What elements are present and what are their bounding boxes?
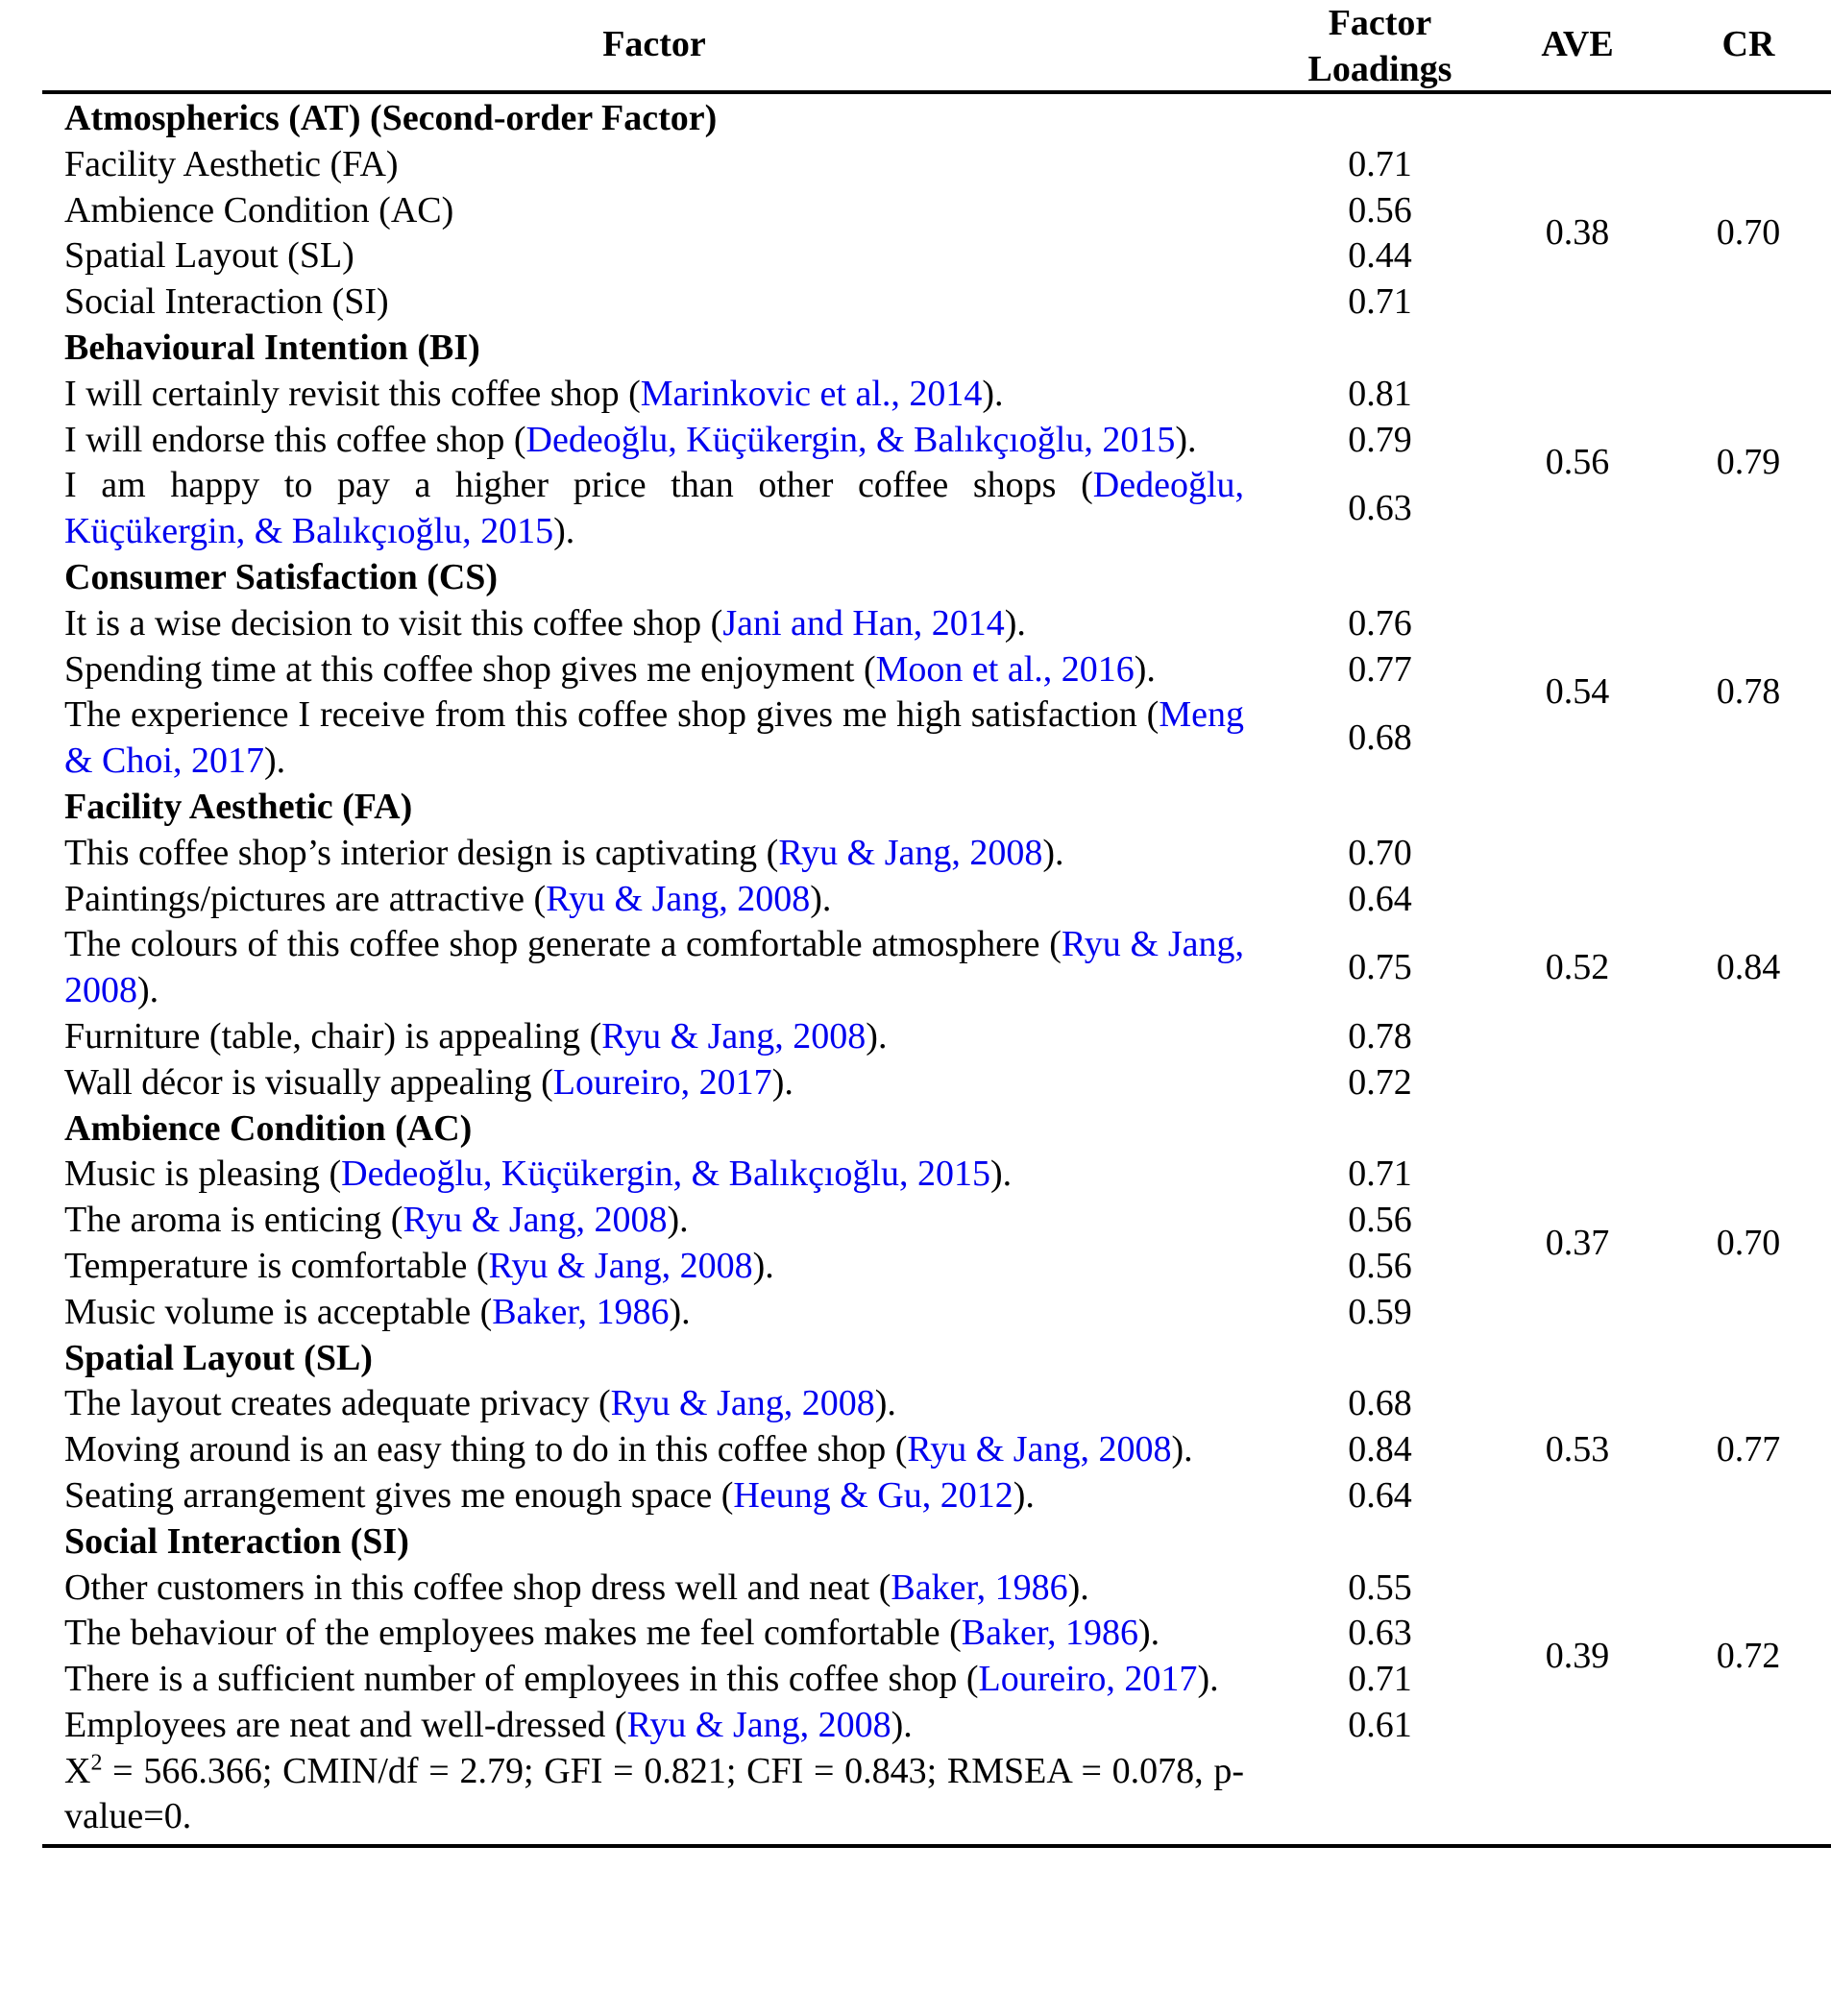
cr-value: 0.72 [1716, 1636, 1781, 1677]
item-statement: Paintings/pictures are attractive ( [64, 878, 547, 919]
citation-link[interactable]: Ryu & Jang, 2008 [778, 832, 1043, 873]
item-text [42, 1381, 1244, 1427]
citation-link[interactable]: Ryu & Jang, 2008 [907, 1429, 1172, 1470]
item-tail: ). [263, 741, 286, 782]
item-text [42, 1290, 1244, 1336]
item-tail: ). [667, 1200, 689, 1241]
item-statement: Spatial Layout (SL) [64, 235, 354, 277]
factor-group [42, 555, 1831, 785]
item-text [42, 1703, 1244, 1749]
header-factor: Factor [602, 24, 706, 64]
item-tail: ). [1171, 1429, 1193, 1470]
factor-loading-value: 0.68 [1348, 717, 1412, 759]
citation-link[interactable]: Heung & Gu, 2012 [733, 1474, 1013, 1516]
item-text [42, 922, 1244, 1014]
ave-value: 0.37 [1545, 1222, 1610, 1263]
group-items [42, 372, 1831, 555]
factor-loading-value: 0.64 [1348, 1475, 1412, 1516]
factor-loading-value: 0.79 [1348, 419, 1412, 460]
ave-value: 0.38 [1545, 212, 1610, 254]
item-text [42, 1152, 1244, 1198]
factor-loading-value: 0.59 [1348, 1291, 1412, 1332]
group-title: Social Interaction (SI) [64, 1520, 409, 1562]
item-text [42, 372, 1244, 418]
item-tail: ). [1134, 648, 1156, 690]
header-rule [42, 90, 1831, 94]
ave-value: 0.56 [1545, 442, 1610, 483]
item-tail: ). [137, 970, 159, 1011]
factor-group [42, 96, 1831, 326]
factor-loading-value: 0.63 [1348, 1613, 1412, 1654]
item-tail: ). [752, 1245, 774, 1286]
group-items [42, 1152, 1831, 1335]
item-tail: ). [891, 1704, 913, 1745]
citation-link[interactable]: Ryu & Jang, 2008 [601, 1015, 867, 1057]
citation-link[interactable]: Baker, 1986 [961, 1613, 1139, 1654]
factor-loading-value: 0.71 [1348, 1154, 1412, 1195]
table-row [42, 831, 1831, 877]
citation-link[interactable]: Dedeoğlu, Küçükergin, & Balıkçıoğlu, 2015 [525, 419, 1176, 460]
table-row [42, 877, 1831, 923]
citation-link[interactable]: Dedeoğlu, Küçükergin, & Balıkçıoğlu, 2015 [341, 1154, 990, 1195]
item-tail: ). [669, 1291, 691, 1332]
table-row [42, 372, 1831, 418]
table-row [42, 1290, 1831, 1336]
item-statement: It is a wise decision to visit this coffee shop ( [64, 602, 723, 644]
table-row [42, 1060, 1831, 1106]
item-tail: ). [1175, 419, 1197, 460]
header-cr: CR [1721, 24, 1775, 64]
item-statement: Temperature is comfortable ( [64, 1245, 489, 1286]
factor-loading-value: 0.61 [1348, 1704, 1412, 1745]
cr-value: 0.78 [1716, 671, 1781, 713]
factor-loading-value: 0.84 [1348, 1429, 1412, 1470]
item-statement: The layout creates adequate privacy ( [64, 1383, 611, 1424]
header-factor-loadings-line2: Loadings [1307, 49, 1453, 89]
factor-loading-value: 0.63 [1348, 488, 1412, 529]
table-row [42, 279, 1831, 326]
table-header [42, 0, 1831, 92]
cr-value: 0.77 [1716, 1428, 1781, 1469]
factor-loading-value: 0.56 [1348, 1246, 1412, 1287]
cr-value: 0.79 [1716, 442, 1781, 483]
group-title-row [42, 555, 1831, 601]
group-title-row [42, 1519, 1831, 1566]
item-statement: Social Interaction (SI) [64, 281, 389, 323]
ave-value: 0.53 [1545, 1428, 1610, 1469]
factor-loading-value: 0.78 [1348, 1016, 1412, 1057]
ave-value: 0.39 [1545, 1636, 1610, 1677]
table-row [42, 1473, 1831, 1519]
fit-indices [42, 1749, 1244, 1841]
citation-link[interactable]: Loureiro, 2017 [978, 1659, 1198, 1700]
bottom-rule [42, 1844, 1831, 1848]
item-text [42, 279, 1244, 326]
item-text [42, 692, 1244, 785]
group-title: Facility Aesthetic (FA) [64, 786, 413, 827]
item-statement: Ambience Condition (AC) [64, 189, 454, 231]
item-tail: ). [771, 1061, 793, 1103]
group-title-row [42, 1336, 1831, 1382]
factor-group [42, 1519, 1831, 1749]
item-text [42, 188, 1244, 234]
table-body [42, 96, 1831, 1848]
factor-loading-value: 0.56 [1348, 189, 1412, 231]
group-items [42, 1566, 1831, 1749]
group-title: Behavioural Intention (BI) [64, 327, 480, 368]
item-tail: ). [553, 511, 575, 552]
table-row [42, 1703, 1831, 1749]
group-title: Atmospherics (AT) (Second-order Factor) [64, 98, 718, 138]
factor-loading-value: 0.72 [1348, 1061, 1412, 1103]
item-statement: Spending time at this coffee shop gives me enjoyment ( [64, 648, 876, 690]
group-title-row [42, 96, 1831, 142]
chi-square-symbol: X [64, 1750, 91, 1791]
item-tail: ). [866, 1015, 888, 1057]
item-text [42, 1473, 1244, 1519]
item-text [42, 1060, 1244, 1106]
factor-loading-value: 0.71 [1348, 281, 1412, 323]
citation-link[interactable]: Ryu & Jang, 2008 [488, 1245, 753, 1286]
item-text [42, 1657, 1244, 1703]
item-text [42, 1014, 1244, 1060]
table-row [42, 601, 1831, 647]
group-title-row [42, 326, 1831, 372]
table-row [42, 1014, 1831, 1060]
item-text [42, 601, 1244, 647]
item-statement: I will endorse this coffee shop ( [64, 419, 526, 460]
cr-value: 0.84 [1716, 947, 1781, 988]
item-statement: Employees are neat and well-dressed ( [64, 1704, 627, 1745]
group-title: Spatial Layout (SL) [64, 1337, 373, 1378]
header-ave: AVE [1541, 24, 1614, 64]
table-row [42, 1381, 1831, 1427]
item-statement: The behaviour of the employees makes me feel comfortable ( [64, 1613, 962, 1654]
item-statement: This coffee shop’s interior design is captivating ( [64, 832, 779, 873]
item-statement: I am happy to pay a higher price than other coffee shops ( [64, 465, 1093, 506]
group-items [42, 831, 1831, 1106]
item-text [42, 1566, 1244, 1612]
cr-value: 0.70 [1716, 1222, 1781, 1263]
citation-link[interactable]: Meng & Choi, 2017 [64, 694, 1244, 782]
factor-loading-value: 0.56 [1348, 1200, 1412, 1241]
group-items [42, 142, 1831, 326]
item-statement: Other customers in this coffee shop dress well and neat ( [64, 1567, 891, 1608]
citation-link[interactable]: Baker, 1986 [492, 1291, 670, 1332]
citation-link[interactable]: Ryu & Jang, 2008 [64, 924, 1244, 1011]
item-statement: There is a sufficient number of employees in this coffee shop ( [64, 1659, 979, 1700]
item-text [42, 233, 1244, 279]
item-tail: ). [1138, 1613, 1160, 1654]
citation-link[interactable]: Marinkovic et al., 2014 [640, 373, 983, 414]
item-statement: Facility Aesthetic (FA) [64, 143, 399, 184]
group-title-row [42, 785, 1831, 831]
table-row [42, 142, 1831, 188]
factor-loading-value: 0.76 [1348, 602, 1412, 644]
group-items [42, 601, 1831, 785]
header-factor-loadings [1282, 0, 1478, 92]
item-statement: I will certainly revisit this coffee shop ( [64, 373, 641, 414]
factor-loading-value: 0.71 [1348, 1659, 1412, 1700]
item-tail: ). [1004, 602, 1026, 644]
group-items [42, 1381, 1831, 1518]
item-text [42, 1611, 1244, 1657]
item-text [42, 877, 1244, 923]
table-row [42, 1566, 1831, 1612]
citation-link[interactable]: Ryu & Jang, 2008 [546, 878, 811, 919]
item-statement: The aroma is enticing ( [64, 1200, 403, 1241]
group-title: Consumer Satisfaction (CS) [64, 556, 499, 597]
fit-indices-text: = 566.366; CMIN/df = 2.79; GFI = 0.821; CFI = 0.843; RMSEA = 0.078, p-value=0. [64, 1750, 1244, 1837]
citation-link[interactable]: Dedeoğlu, Küçükergin, & Balıkçıoğlu, 2015 [64, 465, 1244, 552]
factor-loading-value: 0.77 [1348, 648, 1412, 690]
item-statement: Seating arrangement gives me enough space ( [64, 1474, 734, 1516]
factor-group [42, 1336, 1831, 1519]
table-row [42, 1152, 1831, 1198]
item-tail: ). [982, 373, 1004, 414]
ave-value: 0.52 [1545, 947, 1610, 988]
item-statement: Moving around is an easy thing to do in this coffee shop ( [64, 1429, 908, 1470]
item-tail: ). [874, 1383, 896, 1424]
header-factor-loadings-line1: Factor [1328, 3, 1432, 43]
item-statement: The colours of this coffee shop generate a comfortable atmosphere ( [64, 924, 1062, 965]
item-tail: ). [989, 1154, 1013, 1195]
item-statement: The experience I receive from this coffee shop gives me high satisfaction ( [64, 694, 1160, 736]
factor-loading-value: 0.55 [1348, 1567, 1412, 1608]
citation-link[interactable]: Baker, 1986 [891, 1567, 1068, 1608]
item-text [42, 647, 1244, 693]
item-text [42, 418, 1244, 464]
group-title-row [42, 1106, 1831, 1153]
item-statement: Furniture (table, chair) is appealing ( [64, 1015, 602, 1057]
item-text [42, 1427, 1244, 1473]
factor-group [42, 1106, 1831, 1336]
item-tail: ). [1197, 1659, 1219, 1700]
item-text [42, 1244, 1244, 1290]
item-tail: ). [1067, 1567, 1089, 1608]
item-text [42, 142, 1244, 188]
citation-link[interactable]: Loureiro, 2017 [552, 1061, 772, 1103]
item-statement: Wall décor is visually appealing ( [64, 1061, 553, 1103]
item-text [42, 463, 1244, 555]
factor-group [42, 326, 1831, 555]
item-text [42, 1198, 1244, 1244]
item-tail: ). [1042, 832, 1064, 873]
item-statement: Music is pleasing ( [64, 1154, 342, 1195]
factor-group [42, 785, 1831, 1106]
citation-link[interactable]: Jani and Han, 2014 [722, 602, 1005, 644]
factor-loading-value: 0.64 [1348, 878, 1412, 919]
ave-value: 0.54 [1545, 671, 1610, 713]
factor-loading-value: 0.70 [1348, 832, 1412, 873]
factor-loading-value: 0.71 [1348, 143, 1412, 184]
item-tail: ). [810, 878, 832, 919]
citation-link[interactable]: Ryu & Jang, 2008 [610, 1383, 875, 1424]
citation-link[interactable]: Ryu & Jang, 2008 [626, 1704, 891, 1745]
cr-value: 0.70 [1716, 212, 1781, 254]
item-statement: Music volume is acceptable ( [64, 1291, 493, 1332]
item-text [42, 831, 1244, 877]
item-tail: ). [1013, 1474, 1035, 1516]
group-title: Ambience Condition (AC) [64, 1107, 473, 1149]
factor-loading-value: 0.81 [1348, 373, 1412, 414]
citation-link[interactable]: Moon et al., 2016 [875, 648, 1135, 690]
citation-link[interactable]: Ryu & Jang, 2008 [403, 1200, 668, 1241]
factor-loading-value: 0.75 [1348, 947, 1412, 988]
chi-square-superscript: 2 [90, 1750, 103, 1776]
fit-indices-row [42, 1749, 1831, 1841]
factor-loading-value: 0.44 [1348, 235, 1412, 277]
factor-loading-value: 0.68 [1348, 1383, 1412, 1424]
